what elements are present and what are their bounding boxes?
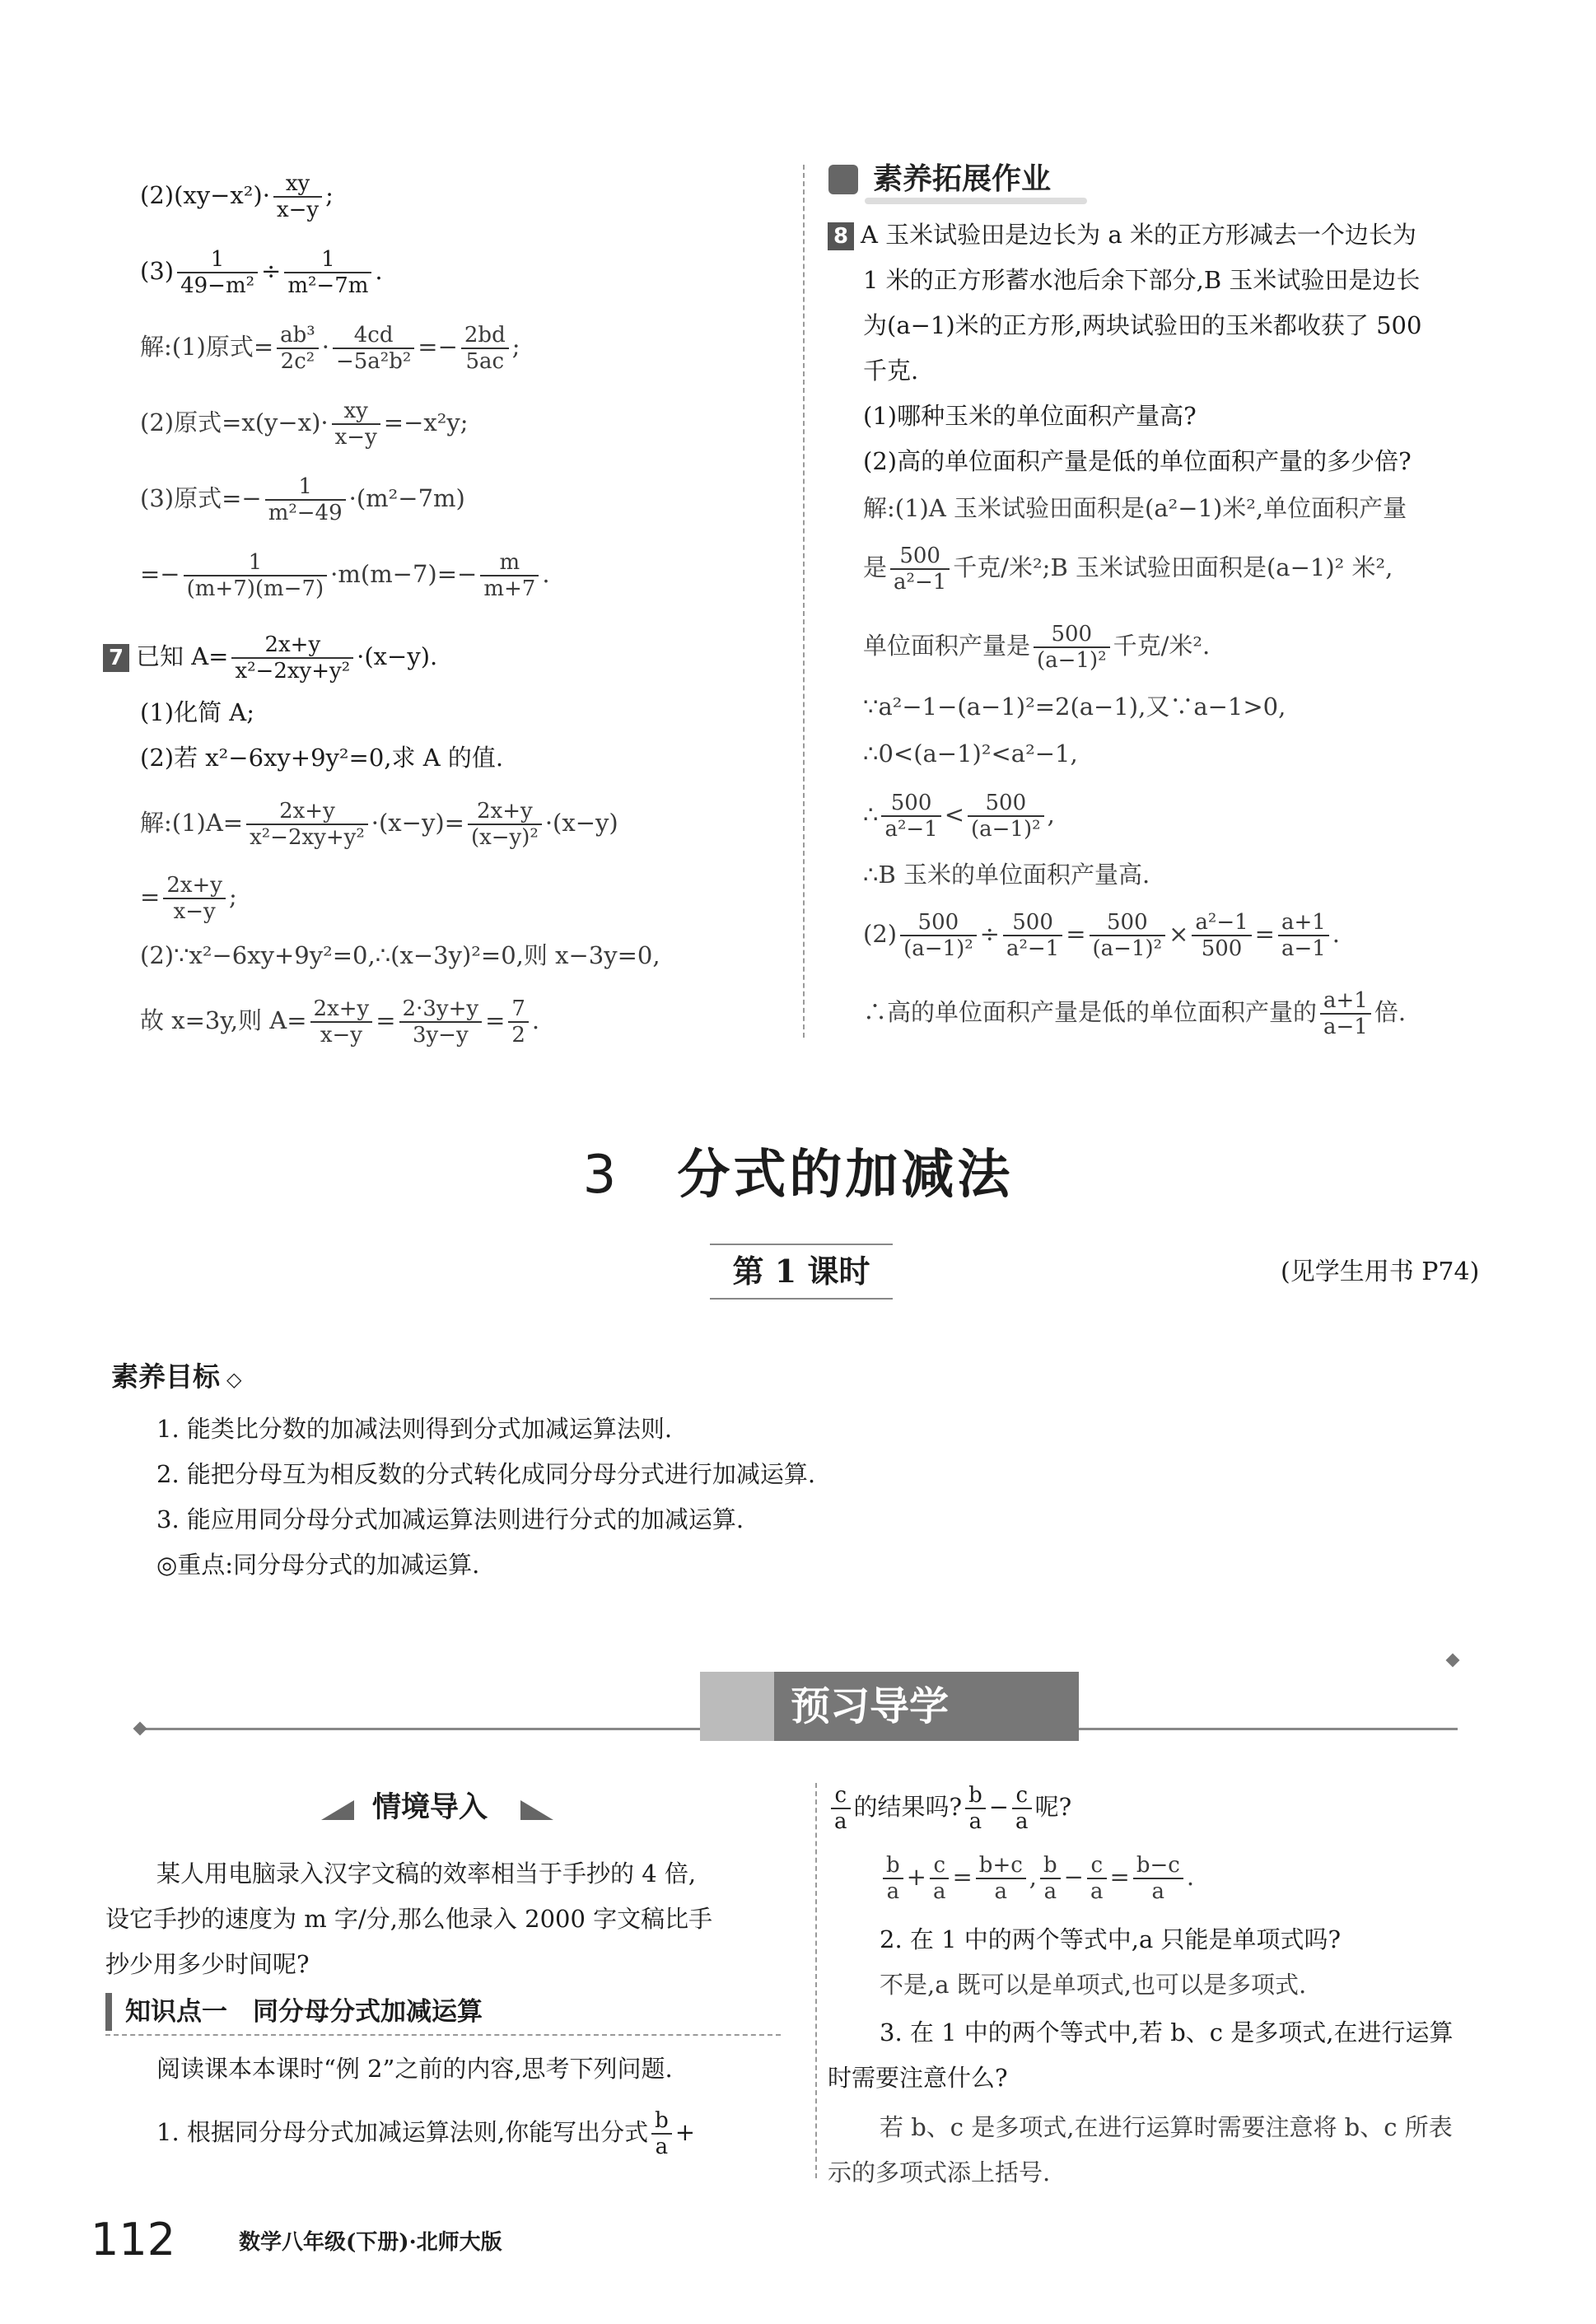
denominator: a	[1090, 1879, 1104, 1904]
numerator: c	[930, 1853, 950, 1879]
followup-answer-3b: 示的多项式添上括号.	[828, 2158, 1051, 2186]
denominator: a	[1015, 1809, 1029, 1834]
denominator: a−1	[1281, 936, 1326, 961]
fraction	[1003, 910, 1062, 961]
question-8-solution-8	[863, 910, 1340, 961]
fraction	[399, 996, 483, 1048]
expr-text: ;	[511, 333, 520, 361]
numerator: 500	[1003, 910, 1062, 936]
denominator: a	[1151, 1879, 1165, 1904]
fraction	[831, 1783, 851, 1834]
diamond-icon	[133, 1722, 147, 1736]
fraction	[508, 996, 529, 1048]
expr-text: ·(m²−7m)	[348, 484, 465, 512]
solution-1	[140, 323, 520, 374]
numerator: 2x+y	[310, 996, 373, 1023]
numerator: 1	[177, 247, 258, 273]
chapter-number: 3	[582, 1145, 620, 1206]
question-8-solution-7: ∴B 玉米的单位面积产量高.	[863, 861, 1150, 889]
fraction	[468, 799, 542, 850]
denominator: x−y	[334, 425, 377, 450]
denominator: 2c²	[280, 349, 315, 374]
numerator: b	[1040, 1853, 1061, 1879]
question-8-line-1	[828, 218, 1416, 251]
operator: =−	[418, 333, 458, 361]
question-8-solution-6	[863, 791, 1055, 842]
numerator: 500	[900, 910, 977, 936]
question-text: A 玉米试验田是边长为 a 米的正方形减去一个边长为	[861, 221, 1416, 249]
chapter-title: 分式的加减法	[677, 1145, 1014, 1206]
denominator: a−1	[1323, 1015, 1368, 1039]
column-divider	[803, 165, 805, 1038]
followup-answer-3a: 若 b、c 是多项式,在进行运算时需要注意将 b、c 所表	[880, 2113, 1453, 2141]
operator: =	[952, 1863, 973, 1891]
numerator: 1	[184, 550, 328, 576]
goals-title	[111, 1359, 241, 1398]
operator: ÷	[261, 257, 282, 285]
denominator: 2	[511, 1023, 525, 1048]
fraction	[284, 247, 371, 298]
expr-text: (2)(xy−x²)·	[140, 181, 270, 209]
numerator: 7	[508, 996, 529, 1023]
question-number-badge: 8	[828, 222, 854, 250]
expr-text: ·(x−y).	[357, 642, 438, 670]
numerator: 1	[265, 474, 346, 501]
goal-item-1: 1. 能类比分数的加减法则得到分式加减运算法则.	[156, 1415, 673, 1443]
expr-text: ;	[325, 181, 334, 209]
solution-3-cont	[140, 550, 550, 601]
denominator: x−y	[173, 899, 216, 924]
numerator: 2x+y	[468, 799, 542, 825]
numerator: b	[883, 1853, 903, 1879]
expr-text: 单位面积产量是	[863, 632, 1031, 660]
denominator: 500	[1201, 936, 1243, 961]
question-8-line-2: 1 米的正方形蓄水池后余下部分,B 玉米试验田是边长	[863, 266, 1421, 294]
solution-3	[140, 474, 465, 525]
fraction	[277, 323, 319, 374]
denominator: a²−1	[894, 570, 947, 595]
scene-line-3: 抄少用多少时间呢?	[105, 1950, 310, 1978]
denominator: a	[994, 1879, 1008, 1904]
numerator: 2x+y	[231, 632, 353, 659]
fraction	[177, 247, 258, 298]
scene-line-1: 某人用电脑录入汉字文稿的效率相当于手抄的 4 倍,	[156, 1860, 697, 1888]
numerator: 4cd	[333, 323, 414, 349]
fraction	[1040, 1853, 1061, 1904]
fraction	[231, 632, 353, 684]
numerator: b	[651, 2108, 672, 2135]
numerator: 2·3y+y	[399, 996, 483, 1023]
denominator: (a−1)²	[1037, 648, 1107, 673]
denominator: 49−m²	[180, 273, 255, 298]
fraction	[900, 910, 977, 961]
operator: −	[988, 1793, 1010, 1821]
denominator: a²−1	[1006, 936, 1060, 961]
expr-text: (2)原式=x(y−x)·	[140, 408, 329, 436]
dashed-rule	[105, 2034, 781, 2036]
expr-text: ·(x−y)	[544, 809, 618, 837]
denominator: x²−2xy+y²	[250, 825, 365, 850]
expr-text: 是	[863, 553, 888, 581]
scene-intro-heading	[321, 1787, 568, 1828]
question-8-solution-1: 解:(1)A 玉米试验田面积是(a²−1)米²,单位面积产量	[863, 494, 1407, 522]
fraction	[1133, 1853, 1183, 1904]
expr-text: =−x²y;	[383, 408, 469, 436]
fraction	[1090, 910, 1166, 961]
question-7-solution-1-cont	[140, 873, 237, 924]
fraction	[1320, 988, 1371, 1039]
question-7-part-1: (1)化简 A;	[140, 698, 255, 726]
arrow-icon	[828, 165, 858, 194]
denominator: (a−1)²	[1092, 936, 1163, 961]
numerator: 500	[1090, 910, 1166, 936]
expr-text: 解:(1)A=	[140, 809, 244, 837]
numerator: b−c	[1133, 1853, 1183, 1879]
expr-text: 倍.	[1374, 998, 1407, 1026]
question-7-stem	[103, 632, 437, 684]
question-8-solution-4: ∵a²−1−(a−1)²=2(a−1),又∵a−1>0,	[863, 693, 1286, 721]
numerator: 2bd	[461, 323, 509, 349]
expr-text: =−	[140, 560, 180, 588]
fraction	[1192, 910, 1251, 961]
denominator: a	[834, 1809, 847, 1834]
numerator: ab³	[277, 323, 319, 349]
fraction	[461, 323, 509, 374]
question-8-solution-3	[863, 622, 1210, 673]
preview-title-box	[700, 1672, 1079, 1741]
expr-3	[140, 247, 383, 298]
fraction	[333, 323, 414, 374]
knowledge-line-1: 阅读课本本课时“例 2”之前的内容,思考下列问题.	[156, 2055, 673, 2083]
expr-text: ∴高的单位面积产量是低的单位面积产量的	[863, 998, 1318, 1026]
question-8-part-1: (1)哪种玉米的单位面积产量高?	[863, 402, 1197, 430]
preview-title: 预习导学	[791, 1683, 950, 1729]
operator: =	[485, 1006, 506, 1034]
expr-text: (3)	[140, 257, 175, 285]
expr-text: +	[674, 2118, 696, 2146]
denominator: (a−1)²	[903, 936, 973, 961]
denominator: x−y	[320, 1023, 362, 1048]
operator: −	[1063, 1863, 1084, 1891]
expr-text: .	[542, 560, 550, 588]
operator: =	[1254, 920, 1275, 948]
fraction	[265, 474, 346, 525]
expr-text: .	[375, 257, 383, 285]
expr-text: ∴	[863, 800, 879, 828]
numerator: b	[965, 1783, 986, 1809]
fraction	[968, 791, 1044, 842]
numerator: c	[1087, 1853, 1107, 1879]
operator: ×	[1169, 920, 1189, 948]
followup-line-1	[828, 1783, 1071, 1834]
fraction	[246, 799, 368, 850]
fraction	[480, 550, 539, 601]
extension-homework-banner	[824, 156, 1095, 203]
numerator: a²−1	[1192, 910, 1251, 936]
expr-text: =	[140, 883, 161, 911]
numerator: c	[831, 1783, 851, 1809]
expr-text: (3)原式=−	[140, 484, 262, 512]
knowledge-point-title: 知识点一 同分母分式加减运算	[105, 1993, 483, 2031]
expr-text: ,	[1047, 800, 1055, 828]
expr-text: 1. 根据同分母分式加减运算法则,你能写出分式	[156, 2118, 649, 2146]
numerator: c	[1012, 1783, 1032, 1809]
fraction	[976, 1853, 1026, 1904]
denominator: a	[886, 1879, 900, 1904]
preview-banner	[140, 1655, 1458, 1762]
operator: =	[1066, 920, 1086, 948]
triangle-left-icon	[321, 1800, 354, 1820]
followup-answer-1	[880, 1853, 1194, 1904]
expr-text: 千克/米².	[1113, 632, 1211, 660]
expr-text: 解:(1)原式=	[140, 333, 274, 361]
numerator: xy	[273, 171, 322, 198]
numerator: 500	[1034, 622, 1110, 648]
fraction	[310, 996, 373, 1048]
numerator: 500	[968, 791, 1044, 817]
expr-text: ;	[229, 883, 237, 911]
numerator: 2x+y	[163, 873, 226, 899]
operator: ÷	[979, 920, 1000, 948]
fraction	[163, 873, 226, 924]
followup-question-3b: 时需要注意什么?	[828, 2064, 1008, 2092]
expr-text: ,	[1029, 1863, 1038, 1891]
fraction	[1087, 1853, 1107, 1904]
fraction	[881, 791, 940, 842]
numerator: 500	[881, 791, 940, 817]
fraction	[1034, 622, 1110, 673]
student-book-reference: (见学生用书 P74)	[1281, 1258, 1480, 1286]
question-8-solution-9	[863, 988, 1406, 1039]
question-8-solution-2	[863, 544, 1393, 595]
expr-text: .	[1186, 1863, 1195, 1891]
question-8-line-4: 千克.	[863, 357, 919, 385]
knowledge-line-2	[156, 2108, 695, 2159]
fraction	[184, 550, 328, 601]
expr-text: 千克/米²;B 玉米试验田面积是(a−1)² 米²,	[953, 553, 1393, 581]
denominator: a	[932, 1879, 946, 1904]
fraction	[883, 1853, 903, 1904]
operator: ·	[321, 333, 329, 361]
operator: <	[944, 800, 965, 828]
banner-decoration	[700, 1672, 774, 1741]
scene-title: 情境导入	[372, 1791, 488, 1824]
fraction	[651, 2108, 672, 2159]
expr-text: 的结果吗?	[853, 1793, 963, 1821]
denominator: m²−49	[268, 501, 343, 525]
denominator: a	[968, 1809, 982, 1834]
numerator: 500	[890, 544, 950, 570]
diamond-icon	[1446, 1654, 1460, 1668]
fraction	[890, 544, 950, 595]
question-7-part-2: (2)若 x²−6xy+9y²=0,求 A 的值.	[140, 744, 504, 772]
denominator: (x−y)²	[470, 825, 539, 850]
numerator: 1	[284, 247, 371, 273]
numerator: a+1	[1278, 910, 1329, 936]
goals-title-text: 素养目标	[111, 1360, 220, 1393]
triangle-right-icon	[520, 1800, 553, 1820]
expr-text: 已知 A=	[136, 642, 229, 670]
question-number-badge: 7	[103, 644, 129, 672]
book-title: 数学八年级(下册)·北师大版	[239, 2230, 502, 2255]
expr-2	[140, 171, 334, 222]
fraction	[1278, 910, 1329, 961]
denominator: −5a²b²	[335, 349, 412, 374]
numerator: xy	[332, 399, 380, 425]
question-7-solution-2-cont	[140, 996, 539, 1048]
fraction	[1012, 1783, 1032, 1834]
denominator: a²−1	[884, 817, 938, 842]
goal-item-2: 2. 能把分母互为相反数的分式转化成同分母分式进行加减运算.	[156, 1460, 816, 1488]
goal-key-point: ◎重点:同分母分式的加减运算.	[156, 1551, 480, 1579]
expr-text: ·m(m−7)=−	[330, 560, 478, 588]
scene-line-2: 设它手抄的速度为 m 字/分,那么他录入 2000 字文稿比手	[105, 1905, 713, 1933]
chapter-heading	[0, 1132, 1596, 1208]
question-8-solution-5: ∴0<(a−1)²<a²−1,	[863, 740, 1078, 768]
page-number: 112	[91, 2214, 176, 2266]
question-7-solution-1	[140, 799, 618, 850]
denominator: (m+7)(m−7)	[186, 576, 324, 601]
numerator: b+c	[976, 1853, 1026, 1879]
solution-2	[140, 399, 469, 450]
question-7-solution-2: (2)∵x²−6xy+9y²=0,∴(x−3y)²=0,则 x−3y=0,	[140, 941, 660, 969]
operator: =	[376, 1006, 396, 1034]
followup-question-3a: 3. 在 1 中的两个等式中,若 b、c 是多项式,在进行运算	[880, 2018, 1454, 2046]
question-8-part-2: (2)高的单位面积产量是低的单位面积产量的多少倍?	[863, 447, 1412, 475]
fraction	[930, 1853, 950, 1904]
followup-question-2: 2. 在 1 中的两个等式中,a 只能是单项式吗?	[880, 1925, 1342, 1953]
denominator: a	[655, 2135, 669, 2159]
numerator: a+1	[1320, 988, 1371, 1015]
fraction	[332, 399, 380, 450]
diamond-arrow-icon: ◇	[226, 1368, 242, 1391]
fraction	[965, 1783, 986, 1834]
denominator: x−y	[276, 198, 320, 222]
column-divider	[815, 1783, 817, 2178]
denominator: m²−7m	[287, 273, 369, 298]
expr-text: 呢?	[1034, 1793, 1072, 1821]
denominator: a	[1043, 1879, 1057, 1904]
expr-text: (2)	[863, 920, 898, 948]
denominator: (a−1)²	[971, 817, 1041, 842]
expr-text: ·(x−y)=	[371, 809, 464, 837]
denominator: 3y−y	[412, 1023, 469, 1048]
numerator: m	[480, 550, 539, 576]
denominator: x²−2xy+y²	[235, 659, 351, 684]
banner-title: 素养拓展作业	[873, 162, 1052, 196]
expr-text: .	[1332, 920, 1341, 948]
numerator: 2x+y	[246, 799, 368, 825]
expr-text: 故 x=3y,则 A=	[140, 1006, 307, 1034]
denominator: m+7	[483, 576, 536, 601]
followup-answer-2: 不是,a 既可以是单项式,也可以是多项式.	[880, 1971, 1307, 1999]
goal-item-3: 3. 能应用同分母分式加减运算法则进行分式的加减运算.	[156, 1505, 744, 1533]
question-8-line-3: 为(a−1)米的正方形,两块试验田的玉米都收获了 500	[863, 311, 1422, 339]
operator: +	[906, 1863, 926, 1891]
fraction	[273, 171, 322, 222]
lesson-title: 第 1 课时	[710, 1244, 893, 1300]
denominator: 5ac	[465, 349, 505, 374]
operator: =	[1109, 1863, 1130, 1891]
expr-text: .	[531, 1006, 540, 1034]
